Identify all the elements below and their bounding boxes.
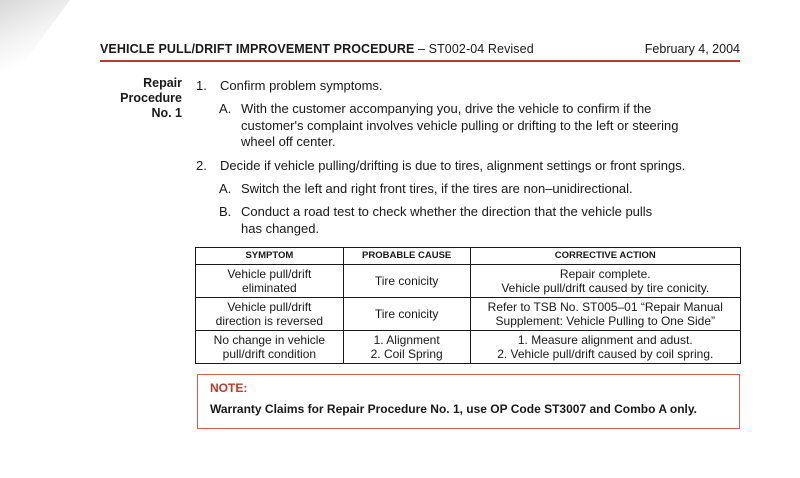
cause-cell: [343, 298, 470, 331]
column-header-probable-cause: PROBABLE CAUSE: [343, 248, 470, 265]
cell-line: Tire conicity: [374, 307, 439, 321]
action-cell: [470, 265, 740, 298]
step-1: [196, 78, 746, 94]
sub-line: Conduct a road test to check whether the direction that the vehicle pulls: [241, 204, 653, 219]
sub-line: With the customer accompanying you, drive the vehicle to confirm if the: [241, 101, 652, 116]
sub-text: [241, 181, 633, 198]
sub-line: wheel off center.: [241, 134, 336, 149]
step-number: 1.: [196, 78, 207, 93]
warranty-note-box: [197, 374, 740, 429]
sub-line: customer's complaint involves vehicle pulling or drifting to the left or steering: [241, 117, 679, 133]
table-row: [196, 298, 741, 331]
step-2: [196, 158, 756, 174]
cell-line: Supplement: Vehicle Pulling to One Side”: [495, 314, 715, 328]
cell-line: eliminated: [242, 281, 297, 295]
step-2-sub-a: [219, 181, 744, 198]
cell-line: 2. Coil Spring: [370, 347, 443, 361]
sub-letter: A.: [219, 101, 232, 116]
title-text: VEHICLE PULL/DRIFT IMPROVEMENT PROCEDURE: [100, 42, 415, 56]
step-number: 2.: [196, 158, 207, 173]
side-label-line: Repair: [143, 76, 182, 90]
sub-text: [241, 204, 652, 237]
procedure-side-label: [100, 76, 182, 121]
cell-line: Refer to TSB No. ST005–01 “Repair Manual: [487, 300, 723, 314]
symptom-cell: [196, 298, 344, 331]
table-row: [196, 265, 741, 298]
cell-line: 1. Measure alignment and adust.: [517, 333, 693, 347]
note-label: NOTE:: [210, 381, 248, 395]
cell-line: 2. Vehicle pull/drift caused by coil spring.: [497, 347, 714, 361]
cause-cell: [343, 265, 470, 298]
document-title: [100, 42, 534, 56]
action-cell: [470, 298, 740, 331]
cell-line: No change in vehicle: [213, 333, 326, 347]
bulletin-code: – ST002-04 Revised: [414, 42, 534, 56]
sub-line: has changed.: [241, 220, 320, 236]
sub-letter: B.: [219, 204, 232, 219]
cell-line: Tire conicity: [374, 274, 439, 288]
symptom-cell: [196, 331, 344, 364]
cell-line: Vehicle pull/drift: [227, 300, 312, 314]
page-curl-shadow: [0, 0, 70, 95]
document-header: [100, 40, 740, 62]
sub-text: [241, 101, 678, 151]
column-header-symptom: SYMPTOM: [196, 248, 344, 265]
symptom-cell: [196, 265, 344, 298]
column-header-corrective-action: CORRECTIVE ACTION: [470, 248, 740, 265]
table-row: [196, 331, 741, 364]
step-text: Confirm problem symptoms.: [220, 78, 383, 93]
cell-line: direction is reversed: [215, 314, 324, 328]
step-1-sub-a: [219, 101, 744, 151]
document-date: February 4, 2004: [644, 42, 740, 56]
cell-line: pull/drift condition: [222, 347, 317, 361]
cause-cell: [343, 331, 470, 364]
note-text: Warranty Claims for Repair Procedure No. 1, use OP Code ST3007 and Combo A only.: [210, 402, 698, 416]
cell-line: Repair complete.: [559, 267, 651, 281]
step-text: Decide if vehicle pulling/drifting is due to tires, alignment settings or front springs.: [220, 158, 686, 173]
sub-line: Switch the left and right front tires, if the tires are non–unidirectional.: [241, 181, 633, 196]
cell-line: Vehicle pull/drift: [227, 267, 312, 281]
side-label-line: Procedure: [120, 91, 182, 105]
symptom-table: [195, 247, 741, 364]
side-label-line: No. 1: [151, 106, 182, 120]
cell-line: Vehicle pull/drift caused by tire conicity.: [501, 281, 710, 295]
action-cell: [470, 331, 740, 364]
sub-letter: A.: [219, 181, 232, 196]
step-2-sub-b: [219, 204, 744, 238]
cell-line: 1. Alignment: [373, 333, 440, 347]
table-header-row: [196, 248, 741, 265]
